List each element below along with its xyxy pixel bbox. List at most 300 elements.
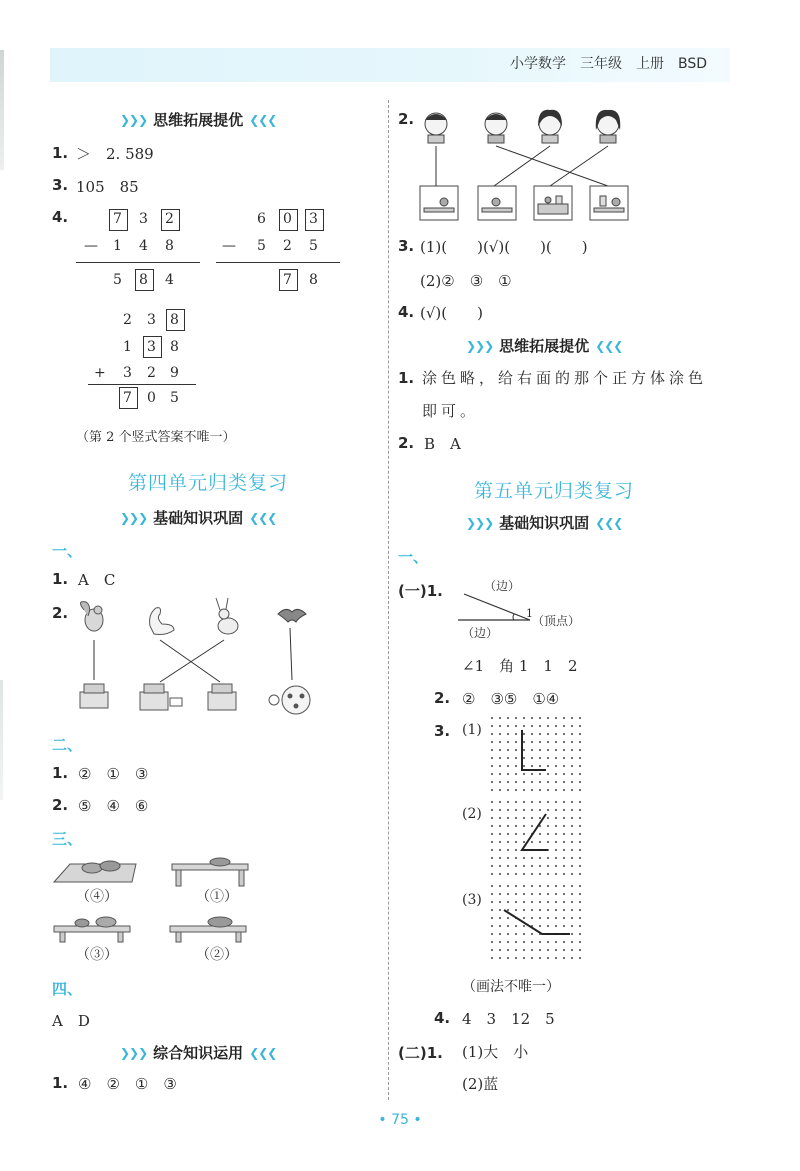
goose-icon (150, 608, 174, 635)
grid-dot (491, 925, 493, 927)
grid-dot (491, 833, 493, 835)
grid-dot (563, 917, 565, 919)
grid-dot (555, 789, 557, 791)
grid-dot (523, 841, 525, 843)
part-label: (3) (462, 892, 482, 908)
grid-dot (507, 781, 509, 783)
grid-dot (555, 917, 557, 919)
answer-text: ② ③⑤ ①④ (462, 690, 560, 708)
grid-dot (507, 757, 509, 759)
grid-dot (531, 749, 533, 751)
girl-icon (596, 110, 621, 143)
grid-dot (555, 849, 557, 851)
view-label: （③） (76, 947, 118, 963)
grid-dot (515, 809, 517, 811)
grid-dot (547, 893, 549, 895)
grid-dot (523, 749, 525, 751)
grid-dot (499, 749, 501, 751)
grid-dot (499, 841, 501, 843)
grid-dot (571, 765, 573, 767)
grid-dot (491, 901, 493, 903)
grid-dot (507, 885, 509, 887)
boy-icon (425, 113, 447, 143)
grid-dot (531, 789, 533, 791)
grid-dot (555, 857, 557, 859)
grid-dot (507, 725, 509, 727)
grid-dot (539, 841, 541, 843)
section-heading (120, 109, 276, 130)
answer-text: (1)( )(√)( )( ) (420, 238, 588, 256)
grid-dot (499, 817, 501, 819)
digit: 8 (170, 312, 179, 328)
answer-text: (1)大 小 (462, 1043, 529, 1061)
answer-text: 涂色略，给右面的那个正方体涂色 (422, 369, 708, 387)
digit: 1 (113, 238, 122, 254)
grid-dot (515, 873, 517, 875)
grid-dot (547, 909, 549, 911)
grid-dot (539, 817, 541, 819)
grid-dot (571, 789, 573, 791)
digit: 2 (283, 238, 292, 254)
grid-dot (515, 749, 517, 751)
grid-dot (547, 825, 549, 827)
answer-text: (√)( ) (420, 304, 483, 322)
grid-dot (563, 893, 565, 895)
grid-dot (571, 717, 573, 719)
grid-dot (499, 833, 501, 835)
grid-dot (531, 865, 533, 867)
grid-dot (515, 717, 517, 719)
grid-dot (523, 833, 525, 835)
grid-dot (571, 917, 573, 919)
table-front-view (54, 917, 130, 942)
grid-dot (531, 733, 533, 735)
grid-dot (491, 865, 493, 867)
grid-dot (571, 957, 573, 959)
grid-dot (507, 809, 509, 811)
grid-dot (499, 901, 501, 903)
grid-dot (507, 833, 509, 835)
animal-cake-matching (70, 596, 330, 722)
digit: 3 (147, 339, 156, 355)
grid-dot (579, 901, 581, 903)
answer-text: (2)② ③ ① (420, 272, 512, 290)
grid-dot (491, 885, 493, 887)
grid-dot (571, 893, 573, 895)
grid-dot (555, 909, 557, 911)
grid-dot (563, 941, 565, 943)
girl-icon (538, 110, 562, 143)
grid-dot (523, 733, 525, 735)
grid-dot (491, 857, 493, 859)
digit: 4 (139, 238, 148, 254)
grid-dot (507, 901, 509, 903)
grid-dot (523, 857, 525, 859)
calc-line (76, 262, 200, 263)
answer-text: 105 85 (76, 178, 139, 196)
question-number: 2. (434, 689, 451, 707)
grid-dot (555, 773, 557, 775)
grid-dot (515, 781, 517, 783)
question-number: 2. (52, 796, 69, 814)
grid-dot (555, 957, 557, 959)
grid-dot (539, 749, 541, 751)
question-number: 1. (52, 764, 69, 782)
grid-dot (579, 725, 581, 727)
grid-dot (547, 865, 549, 867)
grid-dot (571, 817, 573, 819)
page-edge (0, 50, 4, 170)
grid-dot (539, 909, 541, 911)
digit: 3 (139, 211, 148, 227)
grid-dot (531, 857, 533, 859)
grid-dot (563, 957, 565, 959)
grid-dot (523, 957, 525, 959)
grid-dot (571, 781, 573, 783)
grid-dot (499, 933, 501, 935)
grid-dot (531, 893, 533, 895)
section-heading (120, 507, 276, 528)
grid-dot (507, 789, 509, 791)
grid-dot (579, 765, 581, 767)
grid-dot (499, 741, 501, 743)
grid-dot (539, 765, 541, 767)
grid-dot (531, 873, 533, 875)
grid-dot (531, 841, 533, 843)
question-number: 1. (52, 1074, 69, 1092)
grid-dot (491, 893, 493, 895)
grid-dot (491, 773, 493, 775)
grid-dot (491, 801, 493, 803)
grid-dot (555, 941, 557, 943)
grid-dot (499, 773, 501, 775)
grid-dot (499, 809, 501, 811)
grid-dot (563, 849, 565, 851)
arrows-icon: ❯❯❯ (466, 338, 494, 353)
grid-dot (579, 857, 581, 859)
grid-dot (539, 941, 541, 943)
grid-dot (579, 773, 581, 775)
grid-dot (515, 789, 517, 791)
grid-dot (555, 865, 557, 867)
grid-dot (539, 717, 541, 719)
grid-dot (507, 933, 509, 935)
digit: 8 (309, 272, 318, 288)
grid-dot (499, 717, 501, 719)
grid-dot (547, 925, 549, 927)
grid-dot (579, 781, 581, 783)
grid-dot (491, 941, 493, 943)
note-text: （第 2 个竖式答案不唯一） (76, 430, 236, 445)
grid-dot (579, 789, 581, 791)
question-number: 4. (434, 1009, 451, 1027)
grid-dot (491, 725, 493, 727)
side-label: （边） (484, 579, 521, 593)
grid-dot (547, 917, 549, 919)
grid-dot (523, 757, 525, 759)
digit: 5 (309, 238, 318, 254)
grid-dot (563, 841, 565, 843)
grid-dot (563, 741, 565, 743)
grid-dot (499, 925, 501, 927)
question-number: 3. (434, 722, 451, 740)
answer-text: A D (52, 1012, 90, 1030)
grid-dot (507, 841, 509, 843)
grid-dot (523, 773, 525, 775)
grid-dot (547, 857, 549, 859)
grid-dot (579, 865, 581, 867)
digit: 8 (165, 238, 174, 254)
angle-drawing (456, 592, 536, 624)
grid-dot (507, 825, 509, 827)
table-side-view (172, 858, 248, 886)
digit: 8 (139, 272, 148, 288)
digit: 5 (170, 390, 179, 406)
grid-dot (515, 941, 517, 943)
grid-dot (523, 873, 525, 875)
grid-dot (555, 893, 557, 895)
grid-dot (579, 749, 581, 751)
grid-dot (523, 781, 525, 783)
grid-dot (563, 901, 565, 903)
question-number: 3. (398, 237, 415, 255)
grid-dot (547, 765, 549, 767)
grid-dot (563, 833, 565, 835)
view-label: （①） (196, 889, 238, 905)
dot-grid-1 (490, 716, 590, 796)
plate-icon (269, 686, 310, 714)
grid-dot (579, 841, 581, 843)
grid-dot (539, 917, 541, 919)
grid-dot (571, 825, 573, 827)
grid-dot (523, 909, 525, 911)
grid-dot (539, 781, 541, 783)
grid-dot (571, 933, 573, 935)
part-label: (1) (462, 722, 482, 738)
arrows-icon: ❮❮❮ (595, 515, 623, 530)
grid-dot (579, 801, 581, 803)
squirrel-icon (80, 602, 103, 631)
grid-dot (563, 781, 565, 783)
grid-dot (571, 925, 573, 927)
arrows-icon: ❯❯❯ (120, 1045, 148, 1060)
grid-dot (491, 949, 493, 951)
grid-dot (547, 817, 549, 819)
grid-dot (491, 817, 493, 819)
grid-dot (491, 825, 493, 827)
grid-dot (563, 949, 565, 951)
grid-dot (547, 949, 549, 951)
grid-dot (571, 733, 573, 735)
grid-dot (579, 957, 581, 959)
grid-dot (555, 749, 557, 751)
column-divider (388, 100, 389, 1100)
grid-dot (531, 741, 533, 743)
grid-dot (523, 933, 525, 935)
grid-dot (499, 757, 501, 759)
answer-text: B A (424, 435, 461, 453)
grid-dot (579, 757, 581, 759)
grid-dot (539, 757, 541, 759)
grid-dot (555, 901, 557, 903)
grid-dot (491, 841, 493, 843)
grid-dot (491, 733, 493, 735)
grid-dot (507, 857, 509, 859)
grid-dot (515, 765, 517, 767)
grid-dot (499, 873, 501, 875)
grid-dot (515, 949, 517, 951)
grid-dot (555, 885, 557, 887)
answer-text: ② ① ③ (78, 765, 149, 783)
grid-dot (539, 957, 541, 959)
grid-dot (579, 717, 581, 719)
grid-dot (491, 873, 493, 875)
grid-dot (499, 765, 501, 767)
grid-dot (499, 957, 501, 959)
digit: 3 (123, 365, 132, 381)
grid-dot (507, 749, 509, 751)
view-label: （②） (196, 947, 238, 963)
grid-dot (491, 849, 493, 851)
grid-dot (571, 773, 573, 775)
question-number: 2. (398, 434, 415, 452)
grid-dot (547, 757, 549, 759)
digit: 5 (257, 238, 266, 254)
grid-dot (515, 909, 517, 911)
grid-dot (507, 773, 509, 775)
operator: — (84, 238, 98, 254)
grid-dot (515, 773, 517, 775)
grid-dot (579, 809, 581, 811)
grid-dot (531, 957, 533, 959)
grid-dot (531, 757, 533, 759)
grid-dot (515, 741, 517, 743)
category-label: 四、 (52, 980, 83, 998)
category-label: 一、 (52, 542, 83, 560)
grid-dot (531, 809, 533, 811)
grid-dot (499, 885, 501, 887)
grid-dot (507, 717, 509, 719)
digit: 1 (123, 339, 132, 355)
dot-grid-2 (490, 800, 590, 880)
grid-dot (579, 941, 581, 943)
grid-dot (539, 949, 541, 951)
grid-dot (563, 865, 565, 867)
grid-dot (531, 725, 533, 727)
grid-dot (539, 789, 541, 791)
grid-dot (507, 801, 509, 803)
answer-text: ∠1 角 1 1 2 (462, 657, 578, 675)
grid-dot (571, 849, 573, 851)
grid-dot (499, 893, 501, 895)
arrows-icon: ❮❮❮ (249, 112, 277, 127)
grid-dot (579, 873, 581, 875)
answer-text: A C (78, 571, 116, 589)
digit: 6 (257, 211, 266, 227)
grid-dot (523, 893, 525, 895)
grid-dot (571, 757, 573, 759)
grid-dot (515, 733, 517, 735)
grid-dot (571, 857, 573, 859)
grid-dot (579, 949, 581, 951)
category-label: 二、 (52, 736, 83, 754)
grid-dot (563, 885, 565, 887)
unit-title: 第五单元归类复习 (474, 480, 635, 502)
grid-dot (555, 841, 557, 843)
grid-dot (563, 717, 565, 719)
grid-dot (499, 917, 501, 919)
grid-dot (491, 717, 493, 719)
grid-dot (563, 757, 565, 759)
grid-dot (507, 917, 509, 919)
grid-dot (507, 941, 509, 943)
grid-dot (507, 949, 509, 951)
grid-dot (547, 741, 549, 743)
grid-dot (555, 741, 557, 743)
grid-dot (579, 733, 581, 735)
grid-dot (507, 733, 509, 735)
grid-dot (547, 789, 549, 791)
grid-dot (491, 781, 493, 783)
grid-dot (571, 865, 573, 867)
grid-dot (571, 941, 573, 943)
digit: 0 (147, 390, 156, 406)
grid-dot (515, 925, 517, 927)
grid-dot (515, 725, 517, 727)
table-object-card (478, 186, 516, 220)
grid-dot (531, 817, 533, 819)
grid-dot (531, 717, 533, 719)
grid-dot (515, 825, 517, 827)
question-number: 4. (398, 303, 415, 321)
grid-dot (579, 825, 581, 827)
grid-dot (579, 849, 581, 851)
grid-dot (507, 865, 509, 867)
grid-dot (499, 725, 501, 727)
grid-dot (491, 741, 493, 743)
grid-dot (579, 917, 581, 919)
cake-icon (208, 684, 236, 710)
grid-dot (531, 765, 533, 767)
grid-dot (499, 733, 501, 735)
digit: 2 (147, 365, 156, 381)
grid-dot (507, 817, 509, 819)
grid-dot (555, 781, 557, 783)
grid-dot (571, 749, 573, 751)
table-top-view (54, 861, 136, 882)
grid-dot (515, 757, 517, 759)
grid-dot (515, 833, 517, 835)
header-title: 小学数学 三年级 上册 BSD (510, 56, 708, 72)
grid-dot (579, 933, 581, 935)
grid-dot (547, 773, 549, 775)
grid-dot (579, 833, 581, 835)
grid-dot (555, 817, 557, 819)
side-label: （边） (462, 626, 499, 640)
category-label: 一、 (398, 548, 429, 566)
view-label: （④） (76, 889, 118, 905)
grid-dot (491, 957, 493, 959)
question-number: 1. (52, 144, 69, 162)
grid-dot (523, 789, 525, 791)
grid-dot (507, 849, 509, 851)
grid-dot (563, 749, 565, 751)
grid-dot (571, 909, 573, 911)
grid-dot (547, 801, 549, 803)
grid-dot (571, 833, 573, 835)
grid-dot (491, 917, 493, 919)
digit: 2 (123, 312, 132, 328)
